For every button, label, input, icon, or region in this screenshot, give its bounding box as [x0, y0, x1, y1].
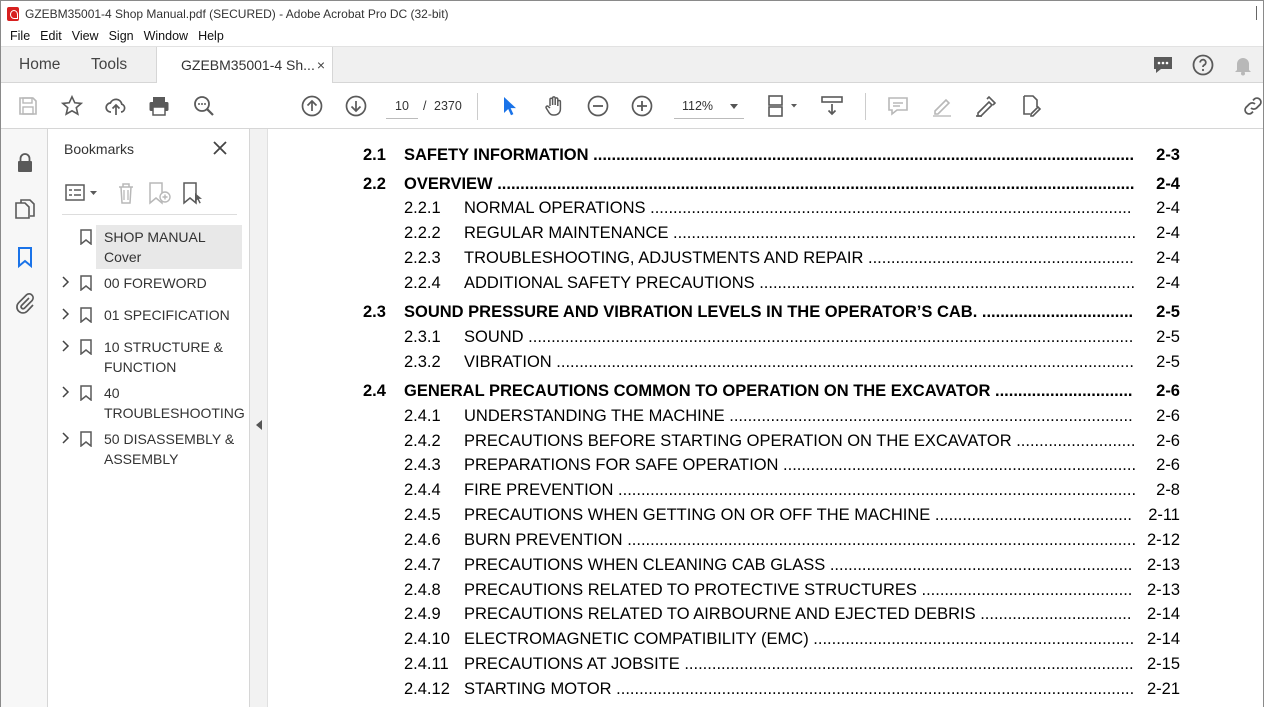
- tab-tools[interactable]: Tools: [91, 56, 128, 73]
- toc-title: [464, 247, 1136, 269]
- toc-page-number: 2-11: [1148, 506, 1180, 524]
- toc-leader-dots: ...........................................: [930, 506, 1133, 524]
- toc-page-number: 2-6: [1156, 432, 1180, 450]
- page-total: 2370: [434, 99, 462, 113]
- toc-leader-dots: ..................................................................: [825, 556, 1133, 574]
- toc-page-number: 2-6: [1156, 456, 1180, 474]
- zoom-level-value: 112%: [682, 99, 714, 113]
- menu-bar: [1, 26, 1263, 46]
- toc-page-number: 2-14: [1146, 605, 1180, 623]
- toc-page-number: 2-4: [1156, 249, 1180, 267]
- toc-number: 2.1: [363, 146, 386, 164]
- toc-title-text: PRECAUTIONS RELATED TO AIRBOURNE AND EJECTED DEBRIS: [464, 605, 976, 623]
- toc-page-number: 2-13: [1146, 581, 1180, 599]
- window-edge: [1256, 6, 1257, 20]
- toc-subsection-row[interactable]: [268, 479, 1263, 501]
- toc-leader-dots: .............................................................................: [778, 456, 1136, 474]
- toc-subsection-row[interactable]: [268, 529, 1263, 551]
- bookmark-label-box: [96, 427, 242, 471]
- toc-title-text: PREPARATIONS FOR SAFE OPERATION: [464, 456, 779, 474]
- toc-leader-dots: ..............................................: [916, 581, 1133, 599]
- chevron-right-icon[interactable]: [60, 339, 70, 351]
- tab-close-icon[interactable]: ×: [316, 57, 325, 73]
- title-bar: [1, 1, 1263, 26]
- toc-number: 2.2.2: [404, 224, 441, 242]
- toc-title: [464, 197, 1136, 219]
- toc-title: [464, 326, 1136, 348]
- toc-number: 2.4.7: [404, 556, 441, 574]
- navigation-rail: [1, 129, 48, 707]
- toc-title: [404, 173, 1136, 195]
- bookmark-label: 50 DISASSEMBLY & ASSEMBLY: [104, 431, 235, 467]
- window-title: GZEBM35001-4 Shop Manual.pdf (SECURED) - Adobe Acrobat Pro DC (32-bit): [25, 6, 449, 21]
- highlight-pen-icon[interactable]: [930, 94, 954, 118]
- toc-leader-dots: ..............................................................................................................................: [551, 353, 1134, 371]
- bookmark-item[interactable]: [60, 225, 244, 267]
- bookmark-ribbon-icon: [80, 229, 92, 245]
- toc-title: [464, 554, 1136, 576]
- chevron-right-icon[interactable]: [60, 307, 70, 319]
- toc-subsection-row[interactable]: [268, 222, 1263, 244]
- bookmark-ribbon-icon: [80, 275, 92, 291]
- bookmark-label: 01 SPECIFICATION: [104, 307, 230, 323]
- acrobat-app-icon: [7, 7, 19, 21]
- cloud-upload-icon[interactable]: [104, 94, 128, 118]
- draw-sign-icon[interactable]: [974, 94, 998, 118]
- toc-number: 2.2.1: [404, 199, 441, 217]
- main-toolbar: [1, 83, 1263, 129]
- toc-title: [404, 380, 1136, 402]
- fit-page-icon[interactable]: [766, 94, 800, 118]
- toc-subsection-row[interactable]: [268, 653, 1263, 675]
- toc-number: 2.4.8: [404, 581, 441, 599]
- next-page-icon[interactable]: [344, 94, 368, 118]
- zoom-in-icon[interactable]: [630, 94, 654, 118]
- page-separator: /: [423, 99, 427, 113]
- toc-number: 2.4.9: [404, 605, 441, 623]
- tab-document[interactable]: [156, 47, 333, 84]
- bookmark-label-box: [96, 225, 242, 269]
- toc-subsection-row[interactable]: [268, 454, 1263, 476]
- toc-title: [464, 529, 1136, 551]
- menu-view[interactable]: View: [71, 29, 99, 43]
- toc-title-text: ADDITIONAL SAFETY PRECAUTIONS: [464, 274, 755, 292]
- panel-splitter[interactable]: [250, 129, 268, 707]
- comment-bubble-icon[interactable]: [1151, 53, 1175, 82]
- toc-title-text: OVERVIEW: [404, 175, 493, 193]
- toc-page-number: 2-5: [1156, 303, 1180, 321]
- toc-leader-dots: .................................................................................................................: [611, 680, 1135, 698]
- lock-icon[interactable]: [13, 151, 37, 175]
- hand-tool-icon[interactable]: [542, 94, 566, 118]
- toc-leader-dots: .................................................................................................................: [613, 481, 1136, 499]
- toc-leader-dots: .....................................................................................................: [668, 224, 1136, 242]
- bookmark-label: 00 FOREWORD: [104, 275, 207, 291]
- comment-icon[interactable]: [886, 94, 910, 118]
- toc-title: [464, 628, 1136, 650]
- select-cursor-icon[interactable]: [498, 94, 522, 118]
- toc-title-text: REGULAR MAINTENANCE: [464, 224, 669, 242]
- bookmark-panel-icon[interactable]: [13, 245, 37, 269]
- tab-document-label: GZEBM35001-4 Sh...: [181, 57, 315, 73]
- page-number-input[interactable]: 10: [386, 93, 418, 119]
- toc-leader-dots: ..................................................................................................: [679, 655, 1134, 673]
- bookmark-options-icon[interactable]: [64, 181, 100, 205]
- toc-number: 2.4.3: [404, 456, 441, 474]
- toc-title-text: BURN PREVENTION: [464, 531, 623, 549]
- bookmarks-panel: [48, 129, 250, 707]
- bookmark-label-box: [96, 381, 245, 425]
- save-icon[interactable]: [16, 94, 40, 118]
- toc-leader-dots: ..................................................................................: [754, 274, 1136, 292]
- toc-number: 2.3.2: [404, 353, 441, 371]
- bookmark-item[interactable]: [60, 381, 244, 425]
- star-bookmark-icon[interactable]: [60, 94, 84, 118]
- toc-title: [464, 479, 1136, 501]
- toc-page-number: 2-6: [1156, 382, 1180, 400]
- search-zoom-icon[interactable]: [192, 94, 216, 118]
- toc-title: [464, 579, 1136, 601]
- bookmark-properties-icon[interactable]: [180, 181, 206, 205]
- link-icon[interactable]: [1241, 94, 1264, 118]
- toc-page-number: 2-4: [1156, 274, 1180, 292]
- edit-pdf-icon[interactable]: [1018, 94, 1042, 118]
- toc-leader-dots: ..........................................................: [863, 249, 1134, 267]
- toc-number: 2.3.1: [404, 328, 441, 346]
- chevron-right-icon[interactable]: [60, 431, 70, 443]
- bookmark-label: 10 STRUCTURE & FUNCTION: [104, 339, 224, 375]
- toc-subsection-row[interactable]: [268, 603, 1263, 625]
- print-icon[interactable]: [147, 94, 171, 118]
- bookmark-item[interactable]: [60, 427, 244, 471]
- toc-subsection-row[interactable]: [268, 351, 1263, 373]
- bookmark-item[interactable]: [60, 303, 244, 331]
- toc-leader-dots: ...............................................................................................................: [622, 531, 1136, 549]
- toc-page-number: 2-4: [1156, 175, 1180, 193]
- close-icon[interactable]: [211, 139, 229, 157]
- toc-number: 2.3: [363, 303, 386, 321]
- toc-page-number: 2-8: [1156, 481, 1180, 499]
- toc-leader-dots: .........................................................................................................: [645, 199, 1132, 217]
- toc-leader-dots: ......................................................................................................................: [588, 146, 1135, 164]
- toc-title-text: UNDERSTANDING THE MACHINE: [464, 407, 725, 425]
- toc-section-row[interactable]: [268, 301, 1263, 323]
- attachment-paperclip-icon[interactable]: [13, 291, 37, 315]
- toc-title-text: PRECAUTIONS AT JOBSITE: [464, 655, 680, 673]
- toc-leader-dots: ....................................................................................................................................: [523, 328, 1134, 346]
- toc-page-number: 2-4: [1156, 224, 1180, 242]
- bookmark-ribbon-icon: [80, 431, 92, 447]
- toc-title: [464, 430, 1136, 452]
- toc-leader-dots: ...........................................................................................................................................: [492, 175, 1135, 193]
- toc-leader-dots: ..............................: [990, 382, 1133, 400]
- toc-page-number: 2-5: [1156, 353, 1180, 371]
- bookmark-label: 40 TROUBLESHOOTING: [104, 385, 245, 421]
- toc-title-text: STARTING MOTOR: [464, 680, 612, 698]
- toc-subsection-row[interactable]: [268, 554, 1263, 576]
- bookmark-ribbon-icon: [80, 339, 92, 355]
- toc-title: [464, 653, 1136, 675]
- toc-number: 2.4: [363, 382, 386, 400]
- toc-leader-dots: ..........................: [1011, 432, 1136, 450]
- toc-title-text: SOUND PRESSURE AND VIBRATION LEVELS IN THE OPERATOR’S CAB.: [404, 303, 978, 321]
- toc-title: [464, 351, 1136, 373]
- toc-page-number: 2-14: [1146, 630, 1180, 648]
- toc-subsection-row[interactable]: [268, 628, 1263, 650]
- toc-section-row[interactable]: [268, 144, 1263, 166]
- toc-section-row[interactable]: [268, 380, 1263, 402]
- chevron-down-icon: [730, 104, 738, 109]
- toc-leader-dots: ........................................................................................: [724, 407, 1133, 425]
- toc-page-number: 2-5: [1156, 328, 1180, 346]
- toc-title-text: GENERAL PRECAUTIONS COMMON TO OPERATION ON THE EXCAVATOR: [404, 382, 991, 400]
- bookmark-ribbon-icon: [80, 385, 92, 401]
- toc-title-text: PRECAUTIONS RELATED TO PROTECTIVE STRUCTURES: [464, 581, 917, 599]
- toc-title-text: NORMAL OPERATIONS: [464, 199, 646, 217]
- toc-title: [404, 301, 1136, 323]
- bookmark-item[interactable]: [60, 335, 244, 379]
- menu-help[interactable]: Help: [198, 29, 224, 43]
- toc-title: [464, 678, 1136, 700]
- toc-subsection-row[interactable]: [268, 272, 1263, 294]
- toc-number: 2.4.11: [404, 655, 449, 673]
- toc-title: [464, 272, 1136, 294]
- toc-number: 2.2: [363, 175, 386, 193]
- toc-title-text: PRECAUTIONS WHEN GETTING ON OR OFF THE MACHINE: [464, 506, 931, 524]
- toc-leader-dots: .................................: [977, 303, 1134, 321]
- toc-page-number: 2-15: [1146, 655, 1180, 673]
- notification-bell-icon[interactable]: [1231, 53, 1255, 82]
- help-icon[interactable]: [1191, 53, 1215, 82]
- toc-page-number: 2-4: [1156, 199, 1180, 217]
- toc-title-text: VIBRATION: [464, 353, 552, 371]
- toc-subsection-row[interactable]: [268, 197, 1263, 219]
- toc-page-number: 2-13: [1146, 556, 1180, 574]
- toc-subsection-row[interactable]: [268, 247, 1263, 269]
- toc-section-row[interactable]: [268, 173, 1263, 195]
- toc-subsection-row[interactable]: [268, 405, 1263, 427]
- toc-number: 2.4.12: [404, 680, 450, 698]
- toc-subsection-row[interactable]: [268, 579, 1263, 601]
- toc-title: [464, 504, 1136, 526]
- menu-sign[interactable]: Sign: [108, 29, 134, 43]
- toc-page-number: 2-3: [1156, 146, 1180, 164]
- menu-file[interactable]: File: [10, 29, 31, 43]
- toc-number: 2.2.4: [404, 274, 441, 292]
- menu-edit[interactable]: Edit: [40, 29, 62, 43]
- bookmark-ribbon-icon: [80, 307, 92, 323]
- previous-page-icon[interactable]: [300, 94, 324, 118]
- toc-page-number: 2-6: [1156, 407, 1180, 425]
- toc-number: 2.4.5: [404, 506, 441, 524]
- zoom-level-select[interactable]: [674, 93, 744, 119]
- menu-window[interactable]: Window: [143, 29, 189, 43]
- pages-copy-icon[interactable]: [13, 197, 37, 221]
- bookmark-item[interactable]: [60, 271, 244, 299]
- tab-bar: [1, 46, 1263, 83]
- tab-home[interactable]: Home: [19, 56, 61, 73]
- toc-subsection-row[interactable]: [268, 678, 1263, 700]
- new-bookmark-icon[interactable]: [146, 181, 172, 205]
- toc-title: [464, 222, 1136, 244]
- scroll-mode-icon[interactable]: [820, 94, 844, 118]
- bookmark-label-box: [96, 303, 242, 327]
- toolbar-divider: [865, 93, 866, 120]
- toc-page-number: 2-21: [1146, 680, 1180, 698]
- chevron-right-icon[interactable]: [60, 275, 70, 287]
- toc-number: 2.4.1: [404, 407, 441, 425]
- toc-number: 2.2.3: [404, 249, 441, 267]
- toc-number: 2.4.10: [404, 630, 450, 648]
- toc-number: 2.4.2: [404, 432, 441, 450]
- toc-number: 2.4.4: [404, 481, 441, 499]
- toc-subsection-row[interactable]: [268, 504, 1263, 526]
- bookmark-label-box: [96, 335, 242, 379]
- toolbar-divider: [477, 93, 478, 120]
- toc-page-number: 2-12: [1146, 531, 1180, 549]
- toc-title-text: PRECAUTIONS WHEN CLEANING CAB GLASS: [464, 556, 826, 574]
- bookmarks-toolbar: [62, 177, 237, 215]
- toc-leader-dots: ......................................................................: [808, 630, 1135, 648]
- toc-title: [464, 603, 1136, 625]
- toc-title-text: FIRE PREVENTION: [464, 481, 614, 499]
- toc-number: 2.4.6: [404, 531, 441, 549]
- zoom-out-icon[interactable]: [586, 94, 610, 118]
- toc-subsection-row[interactable]: [268, 430, 1263, 452]
- toc-title-text: SAFETY INFORMATION: [404, 146, 589, 164]
- chevron-right-icon[interactable]: [60, 385, 70, 397]
- toc-title: [464, 405, 1136, 427]
- collapse-panel-arrow-icon[interactable]: [256, 420, 262, 430]
- bookmark-label: SHOP MANUAL Cover: [104, 229, 206, 265]
- toc-title: [404, 144, 1136, 166]
- toc-subsection-row[interactable]: [268, 326, 1263, 348]
- bookmarks-panel-title: Bookmarks: [64, 141, 135, 157]
- toc-title-text: TROUBLESHOOTING, ADJUSTMENTS AND REPAIR: [464, 249, 864, 267]
- bookmark-label-box: [96, 271, 242, 295]
- toc-title-text: ELECTROMAGNETIC COMPATIBILITY (EMC): [464, 630, 809, 648]
- tab-bar-actions: [1151, 53, 1255, 82]
- toc-title-text: SOUND: [464, 328, 524, 346]
- delete-bookmark-icon[interactable]: [113, 181, 139, 205]
- toc-leader-dots: .................................: [975, 605, 1132, 623]
- document-page: [268, 129, 1263, 707]
- toc-title-text: PRECAUTIONS BEFORE STARTING OPERATION ON THE EXCAVATOR: [464, 432, 1012, 450]
- toc-title: [464, 454, 1136, 476]
